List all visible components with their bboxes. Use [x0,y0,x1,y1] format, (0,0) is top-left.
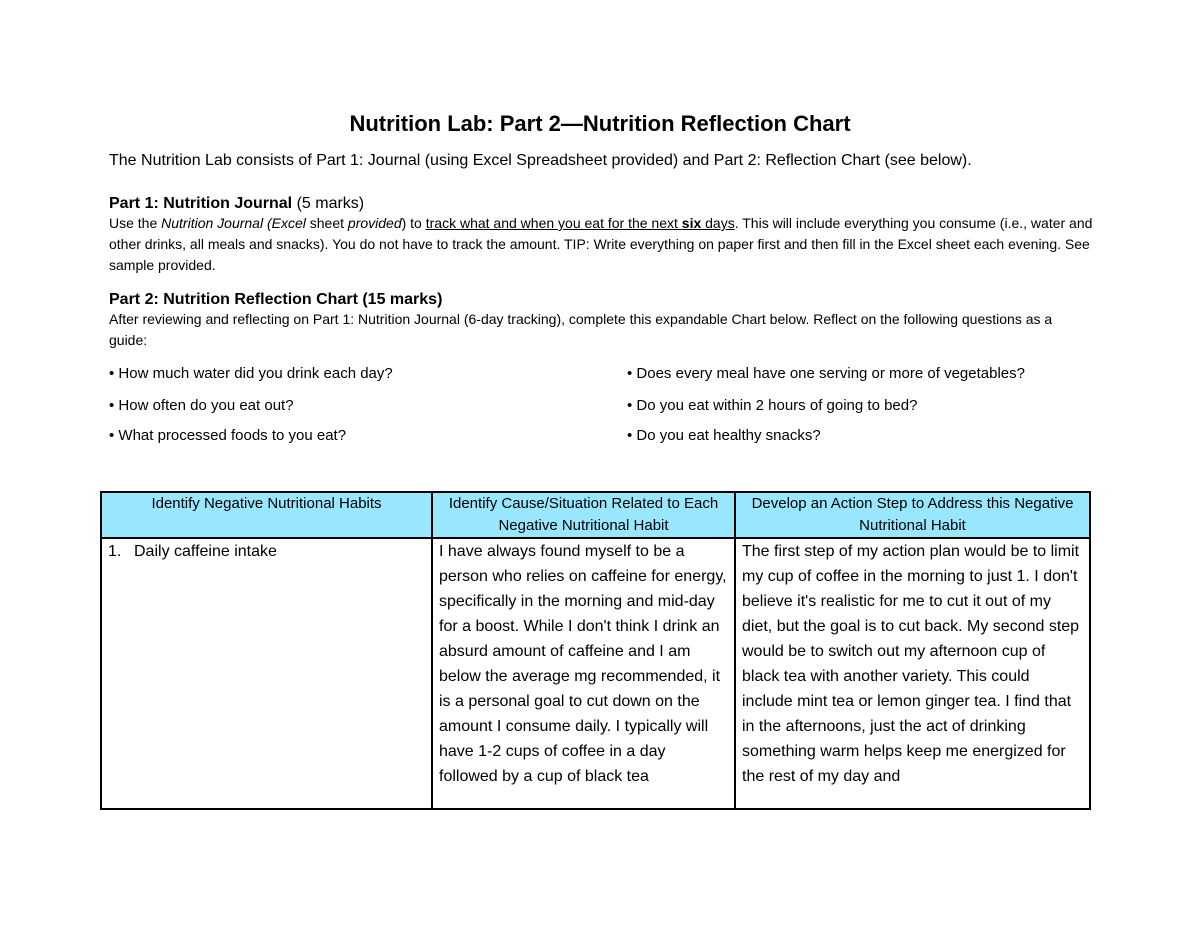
reflection-chart-table [100,491,1091,810]
question-left-2: • How often do you eat out? [109,397,294,414]
question-right-1: • Does every meal have one serving or more of vegetables? [627,365,1025,382]
part2-heading-text: Part 2: Nutrition Reflection Chart (15 marks) [109,291,443,308]
header-action-step: Develop an Action Step to Address this Negative Nutritional Habit [735,492,1090,538]
part1-text-italic: provided [347,215,402,231]
habit-text: Daily caffeine intake [134,543,277,560]
part1-heading-line [109,195,364,213]
habit-number: 1. [108,543,122,560]
part2-body: After reviewing and reflecting on Part 1: Nutrition Journal (6-day tracking), complete this expandable Chart below. Reflect on the following questions as a guide: [109,311,1053,348]
part1-heading: Part 1: Nutrition Journal [109,195,293,212]
question-right-2: • Do you eat within 2 hours of going to bed? [627,397,918,414]
part1-text-bold-underlined: six [681,215,702,231]
question-left-1: • How much water did you drink each day? [109,365,393,382]
part1-body [109,213,1094,276]
question-right-3: • Do you eat healthy snacks? [627,427,821,444]
table-row [101,538,1090,809]
cause-text: I have always found myself to be a person who relies on caffeine for energy, specifically in the morning and mid-day for a boost. While I don't think I drink an absurd amount of caffeine and I am below the average mg recommended, it is a personal goal to cut down on the amount I consume daily. I typically will have 1-2 cups of coffee in a day followed by a cup of black tea [439,543,727,785]
header-negative-habits: Identify Negative Nutritional Habits [101,492,432,538]
intro-paragraph: The Nutrition Lab consists of Part 1: Journal (using Excel Spreadsheet provided) and Part 2: Reflection Chart (see below). [109,152,972,169]
part1-text: Use the [109,215,162,231]
part1-text: . This will include everything you consume (i.e., water and other drinks, all meals and snacks). You do not have to track the amount. TIP: Write everything on paper first and then fill in the Excel sheet each evening. See sample provided. [109,215,1093,273]
action-cell[interactable] [735,538,1090,809]
habit-cell[interactable] [101,538,432,809]
part1-text-underlined: track what and when you eat for the next [425,215,682,231]
part2-heading [109,291,442,309]
part1-text-underlined: days [701,215,735,231]
part1-marks: (5 marks) [296,195,365,212]
part1-text: ) to [401,215,426,231]
page-title: Nutrition Lab: Part 2—Nutrition Reflection Chart [349,111,851,136]
table-header-row [101,492,1090,538]
header-cause-situation: Identify Cause/Situation Related to Each Negative Nutritional Habit [432,492,735,538]
action-text: The first step of my action plan would be to limit my cup of coffee in the morning to just 1. I don't believe it's realistic for me to cut it out of my diet, but the goal is to cut back. My second step would be to switch out my afternoon cup of black tea with another variety. This could include mint tea or lemon ginger tea. I find that in the afternoons, just the act of drinking something warm helps keep me energized for the rest of my day and [742,543,1080,785]
question-left-3: • What processed foods to you eat? [109,427,347,444]
cause-cell[interactable] [432,538,735,809]
part1-text: sheet [305,215,348,231]
part1-text-italic: Nutrition Journal (Excel [161,215,306,231]
